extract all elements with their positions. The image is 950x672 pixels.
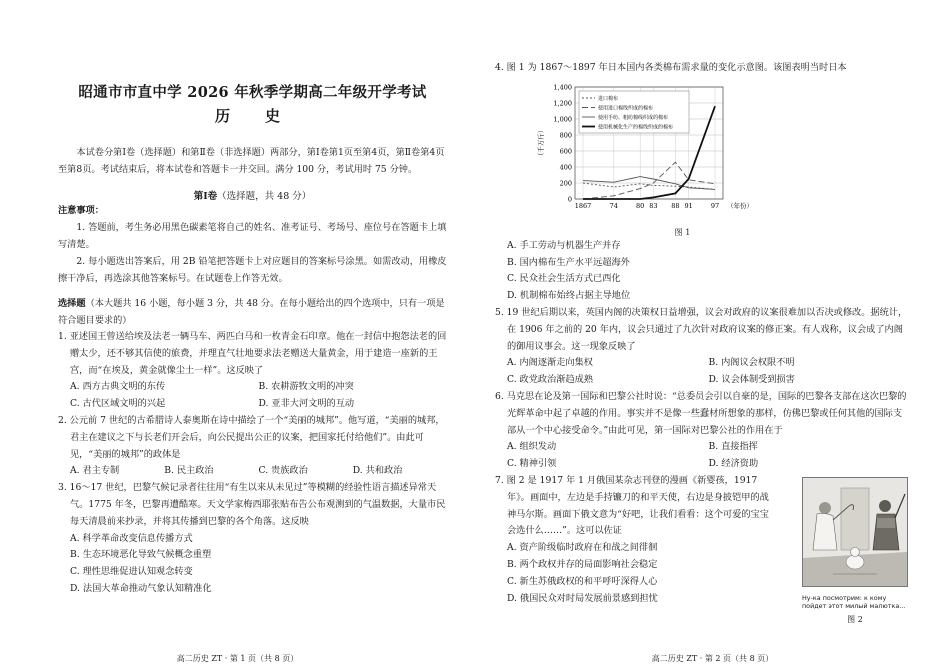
option-c[interactable]: C. 古代区域文明的兴起: [70, 398, 166, 410]
question-stem: 4. 图 1 为 1867～1897 年日本国内各类棉布需求量的变化示意图。该图表明当时日本: [495, 62, 847, 73]
option-b[interactable]: B. 两个政权并存的局面影响社会稳定: [507, 558, 658, 570]
page-footer: 高二历史 ZT · 第 1 页（共 8 页）: [176, 654, 299, 663]
legend-entry: 使用机械化生产的棉线织成的棉布: [598, 124, 674, 131]
option-b[interactable]: B. 农耕游牧文明的冲突: [258, 381, 354, 393]
option-b[interactable]: B. 国内棉布生产水平远超海外: [507, 256, 630, 268]
line-chart: [533, 79, 803, 219]
option-a[interactable]: A. 组织发动: [507, 441, 557, 453]
notice-title: 注意事项：: [58, 205, 104, 216]
option-b[interactable]: B. 内阁议会权限不明: [708, 357, 795, 369]
question-4: [495, 60, 910, 305]
question-stem: 5. 19 世纪后期以来，英国内阁的决策权日益增强，议会对政府的议案很难加以否决或修改。据统计，在 1906 年之前的 20 年内，议会只通过了九次针对政府议案的修正案。有人戏称，议会成了内阁的御用议事会。这一现象反映了: [495, 306, 908, 352]
x-tick-label: 97: [710, 201, 720, 210]
cartoon-illustration: [802, 477, 908, 587]
option-a[interactable]: A. 君主专制: [70, 465, 120, 477]
option-b[interactable]: B. 直接指挥: [708, 441, 758, 453]
question-7: [495, 473, 910, 624]
option-list: [58, 379, 447, 413]
page-footer: 高二历史 ZT · 第 2 页（共 8 页）: [651, 654, 774, 663]
option-a[interactable]: A. 西方古典文明的东传: [70, 381, 166, 393]
subject-title: 历 史: [214, 107, 290, 125]
x-tick-label: 80: [636, 201, 645, 210]
x-tick-label: 83: [649, 201, 658, 210]
figure-2-caption: 图 2: [847, 614, 863, 624]
question-1: [58, 329, 447, 413]
legend-entry: 使用进口棉线织成的棉布: [598, 105, 654, 112]
section-heading: [58, 188, 447, 202]
question-stem: 1. 亚述国王曾送给埃及法老一辆马车、两匹白马和一枚青金石印章。他在一封信中抱怨法老的回赠太少，还不够其信使的旅费，并理直气壮地要求法老赠送大量黄金，用于建造一座新的王宫，而“在埃及，黄金就像尘土一样”。这反映了: [58, 331, 447, 376]
question-stem: 3. 16～17 世纪，巴黎气候记录者往往用“有生以来从未见过”等模糊的经验性语言描述异常天气。1775 年冬，巴黎再遭酷寒。天文学家梅西耶张贴布告公布观测到的气温数据，大量市民每天清晨前来抄录，并将其传播到巴黎的各个角落。这反映: [58, 482, 446, 527]
option-d[interactable]: D. 共和政治: [352, 465, 403, 477]
option-c[interactable]: C. 政党政治渐趋成熟: [507, 374, 594, 386]
figure-2-russian-caption: Ну-ка посмотрим: к кому пойдет этот милый малютка...: [802, 593, 906, 611]
option-d[interactable]: D. 经济资助: [708, 458, 759, 470]
option-a[interactable]: A. 资产阶级临时政府在和战之间徘徊: [507, 542, 658, 554]
option-a[interactable]: A. 科学革命改变信息传播方式: [70, 532, 193, 544]
x-tick-label: 74: [609, 201, 618, 210]
y-tick-label: 1,400: [553, 83, 572, 92]
question-3: [58, 480, 447, 598]
section-note: （选择题，共 48 分）: [217, 191, 312, 202]
y-tick-label: 1,200: [553, 99, 572, 108]
notice-item: 2. 每小题选出答案后，用 2B 铅笔把答题卡上对应题目的答案标号涂黑。如需改动，用橡皮擦干净后，再选涂其他答案标号。在试题卷上作答无效。: [58, 256, 447, 284]
option-list: [58, 463, 447, 480]
y-tick-label: 800: [559, 131, 572, 140]
x-tick-label: 88: [671, 201, 680, 210]
question-2: [58, 413, 447, 480]
x-axis-label: （年份）: [727, 201, 753, 210]
y-tick-label: 0: [567, 195, 572, 204]
series-line-2: [583, 162, 715, 199]
mcq-instructions: [58, 295, 447, 329]
x-tick-label: 1867: [574, 201, 592, 210]
option-d[interactable]: D. 亚非大河文明的互动: [258, 398, 355, 410]
question-stem: 2. 公元前 7 世纪的古希腊诗人泰奥斯在诗中描绘了一个“美丽的城邦”。他写道，“美丽的城邦，君主在建议之下与长老们开会后，向公民提出公正的议案，把国家托付给他们”。由此可见，“美丽的城邦”的政体是: [58, 414, 445, 460]
y-tick-label: 600: [559, 147, 572, 156]
mcq-label: 选择题: [58, 298, 86, 309]
option-list: [495, 439, 910, 473]
exam-title: 昭通市市直中学 2026 年秋季学期高二年级开学考试: [78, 84, 427, 101]
option-c[interactable]: C. 新生苏俄政权的和平呼吁深得人心: [507, 575, 658, 587]
option-c[interactable]: C. 精神引领: [507, 458, 557, 470]
option-b[interactable]: B. 民主政治: [164, 465, 214, 477]
y-tick-label: 1,000: [553, 115, 572, 124]
mcq-instruction-text: （本大题共 16 小题，每小题 3 分，共 48 分。在每小题给出的四个选项中，只有一项是符合题目要求的）: [58, 298, 445, 326]
figure-1-caption: 图 1: [674, 227, 691, 237]
notice-item: 1. 答题前，考生务必用黑色碳素笔将自己的姓名、准考证号、考场号、座位号在答题卡上填写清楚。: [58, 222, 447, 250]
option-list: [495, 355, 910, 389]
legend-entry: 进口棉布: [598, 95, 619, 102]
legend-entry: 使用手纺、粗纺棉线织成的棉布: [598, 114, 669, 121]
question-stem: 7. 图 2 是 1917 年 1 月俄国某杂志刊登的漫画《新婴孩，1917 年》。画面中，左边是手持镰刀的和平天使，右边是身披铠甲的战神马尔斯。画面下俄文意为“好吧，让我们看看：这个可爱的宝宝会选什么……”。这可以佐证: [495, 474, 769, 537]
option-d[interactable]: D. 议会体制受到损害: [708, 374, 795, 386]
y-tick-label: 200: [559, 179, 572, 188]
option-d[interactable]: D. 机制棉布始终占据主导地位: [507, 290, 631, 302]
option-b[interactable]: B. 生态环境恶化导致气候概念重塑: [70, 549, 212, 561]
option-c[interactable]: C. 贵族政治: [258, 465, 308, 477]
option-d[interactable]: D. 俄国民众对时局发展前景感到担忧: [507, 592, 658, 604]
x-tick-label: 91: [684, 201, 693, 210]
question-5: [495, 305, 910, 389]
figure-1-chart: [533, 79, 803, 227]
option-d[interactable]: D. 法国大革命推动气象认知精准化: [70, 582, 212, 594]
figure-2: [802, 477, 908, 625]
y-axis-label: （千万斤）: [537, 126, 545, 160]
y-tick-label: 400: [559, 163, 572, 172]
intro-paragraph: 本试卷分第Ⅰ卷（选择题）和第Ⅱ卷（非选择题）两部分，第Ⅰ卷第1页至第4页，第Ⅱ卷第4页至第8页。考试结束后，将本试卷和答题卡一并交回。满分 100 分，考试用时 75 分钟。: [58, 147, 445, 175]
question-6: [495, 389, 910, 473]
option-c[interactable]: C. 民众社会生活方式已西化: [507, 273, 621, 285]
question-stem: 6. 马克思在论及第一国际和巴黎公社时说：“总委员会引以自豪的是，国际的巴黎各支部在这次巴黎的光辉革命中起了卓越的作用。事实并不是像一些蠢材所想象的那样，仿佛巴黎或任何其他的国际支部从一个中心接受命令。”由此可见，第一国际对巴黎公社的作用在于: [495, 390, 907, 436]
option-a[interactable]: A. 内阁逐渐走向集权: [507, 357, 593, 369]
page-right: [475, 0, 950, 672]
option-a[interactable]: A. 手工劳动与机器生产并存: [507, 239, 621, 251]
section-title: 第Ⅰ卷: [193, 191, 218, 202]
option-c[interactable]: C. 理性思维促进认知观念转变: [70, 566, 193, 578]
